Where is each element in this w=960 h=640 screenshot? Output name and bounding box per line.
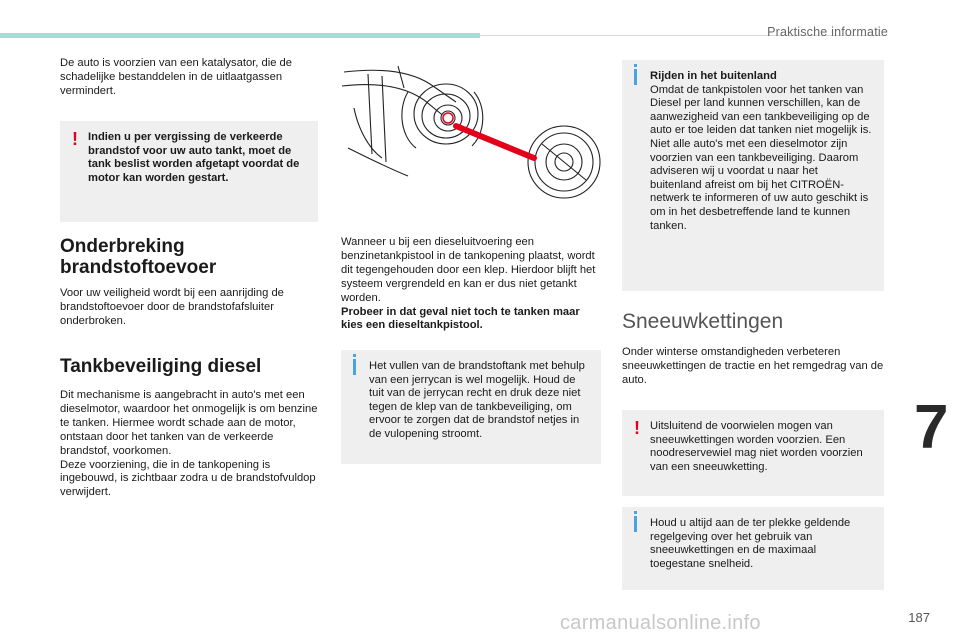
warning-box-fuel (60, 121, 318, 222)
abroad-para-1: Omdat de tankpistolen voor het tanken van Diesel per land kunnen verschillen, kan de aanwezigheid van een tankbeveiliging op de auto er toe leiden dat tanken niet mogelijk is. (650, 83, 872, 137)
abroad-title: Rijden in het buitenland (650, 70, 777, 82)
snow-chains-paragraph: Onder winterse omstandigheden verbeteren sneeuwkettingen de tractie en het remgedrag van de auto. (622, 346, 884, 386)
misfuel-bold-advice: Probeer in dat geval niet toch te tanken maar kies een dieseltankpistool. (341, 305, 580, 332)
info-box-abroad (622, 60, 884, 291)
section-fuel-cutoff (60, 236, 318, 278)
warning-box-snow-chains (622, 410, 884, 496)
info-i-icon (634, 516, 637, 532)
info-box-jerrycan (341, 350, 601, 464)
diesel-protection-para-2: Deze voorziening, die in de tankopening is ingebouwd, is zichtbaar zodra u de brandstofvuldop verwijdert. (60, 458, 316, 499)
warning-exclamation-icon: ! (72, 129, 78, 149)
info-i-icon (634, 69, 637, 85)
warning-exclamation-icon: ! (634, 418, 640, 438)
fuel-cutoff-paragraph: Voor uw veiligheid wordt bij een aanrijding de brandstoftoevoer door de brandstofafsluiter onderbroken. (60, 287, 284, 327)
diesel-protection-text (60, 389, 318, 500)
info-box-regulations (622, 507, 884, 590)
watermark: carmanualsonline.info (560, 612, 761, 634)
regulations-info-text: Houd u altijd aan de ter plekke geldende regelgeving over het gebruik van sneeuwkettingen en de maximaal toegestane snelheid. (650, 517, 851, 570)
diesel-protection-para: Dit mechanisme is aangebracht in auto's met een dieselmotor, waardoor het onmogelijk is om benzine te tanken. Hiermee wordt schade aan de motor, ontstaan door het tanken van de verkeerde brandstof, voorkomen. (60, 389, 318, 457)
section-snow-chains (622, 311, 884, 332)
header-accent-bar (0, 33, 480, 38)
heading-fuel-cutoff: Onderbreking brandstoftoevoer (60, 236, 217, 278)
jerrycan-info-text: Het vullen van de brandstoftank met behulp van een jerrycan is wel mogelijk. Houd de tuit van de jerrycan recht en druk deze niet tegen de klep van de tankbeveiliging, om ervoor te zorgen dat de brandstof netjes in de vulopening stroomt. (369, 360, 585, 440)
intro-paragraph: De auto is voorzien van een katalysator, die de schadelijke bestanddelen in de uitlaatgassen vermindert. (60, 57, 292, 97)
misfuel-device-illustration (338, 58, 602, 228)
section-diesel-protection (60, 356, 318, 377)
info-i-icon (353, 359, 356, 375)
heading-diesel-protection: Tankbeveiliging diesel (60, 356, 262, 377)
misfuel-paragraph: Wanneer u bij een dieseluitvoering een benzinetankpistool in de tankopening plaatst, wordt dit tegengehouden door een klep. Hierdoor blijft het systeem vergrendeld en kan er dus niet getankt worden. (341, 236, 596, 304)
section-title: Praktische informatie (767, 25, 888, 39)
page-number: 187 (908, 610, 930, 625)
heading-snow-chains: Sneeuwkettingen (622, 310, 784, 333)
snow-chains-warning-text: Uitsluitend de voorwielen mogen van sneeuwkettingen worden voorzien. Een noodreservewiel mag niet worden voorzien van een sneeuwketting. (650, 420, 863, 473)
abroad-para-2: Niet alle auto's met een dieselmotor zijn voorzien van een tankbeveiliging. Daarom adviseren wij u voordat u naar het buitenland afreist om bij het CITROËN-netwerk te informeren of uw auto geschikt is om in het desbetreffende land te kunnen tanken. (650, 137, 869, 232)
misfuel-text (341, 236, 599, 333)
warning-text: Indien u per vergissing de verkeerde brandstof voor uw auto tankt, moet de tank beslist worden afgetapt voordat de motor kan worden gestart. (88, 131, 300, 184)
chapter-number: 7 (914, 393, 949, 462)
